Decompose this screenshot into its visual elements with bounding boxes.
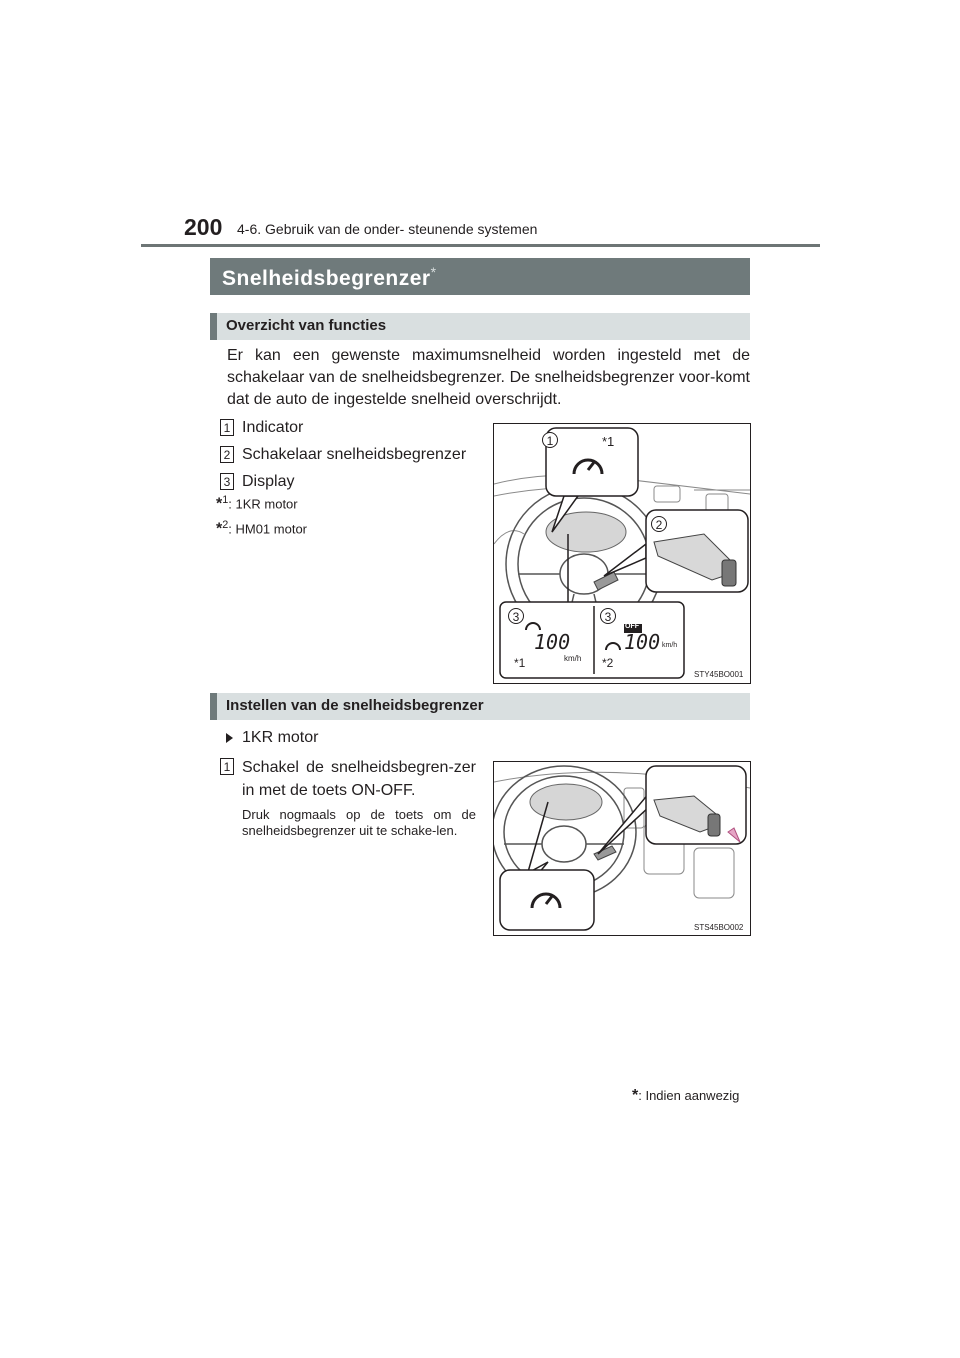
item-number-1: 1 [220,419,234,436]
overview-heading: Overzicht van functies [226,317,387,334]
item-number-2: 2 [220,446,234,463]
step-number-1: 1 [220,758,234,775]
step-text: Schakel de snelheidsbegren-zer in met de toets ON-OFF. [242,759,476,799]
display-label-2: *2 [602,656,614,670]
item-label-switch: Schakelaar snelheidsbegrenzer [242,446,467,463]
overview-figure [493,423,751,684]
overview-illustration [494,424,750,683]
note-star: * [216,520,223,538]
callout-1: 1 [542,432,558,448]
figure-code: STS45BO002 [694,923,744,932]
variant-label: 1KR motor [242,729,319,746]
callout-3a: 3 [508,608,524,624]
note-sup: 2 [222,519,229,531]
off-badge: OFF [625,623,639,630]
footnote-star: * [632,1087,639,1104]
display-label-1: *1 [514,656,526,670]
engine-note-1 [216,494,298,513]
callout-star-label: *1 [602,434,615,449]
section-title-bar [210,258,750,295]
header-rule [141,244,820,247]
chapter-title: 4-6. Gebruik van de onder- steunende systemen [237,221,538,237]
item-label-indicator: Indicator [242,419,304,436]
setting-figure [493,761,751,936]
callout-3b: 3 [600,608,616,624]
engine-note-2 [216,519,307,538]
overview-intro: Er kan een gewenste maximumsnelheid worden ingesteld met de schakelaar van de snelheidsbegrenzer. De snelheidsbegrenzer voor-komt dat de auto de ingestelde snelheid overschrijdt. [227,347,750,408]
setting-illustration [494,762,750,935]
note-text: : 1KR motor [228,496,298,512]
setting-heading-bar [210,693,750,720]
item-number-3: 3 [220,473,234,490]
overview-heading-bar [210,313,750,340]
section-title-text: Snelheidsbegrenzer [222,267,431,290]
section-title-mark: * [430,264,437,280]
speed-value-2: 100 [624,630,661,654]
page-number: 200 [184,214,223,240]
footnote [632,1087,739,1105]
bullet-arrow-icon [226,733,233,743]
section-title [222,264,437,291]
note-star: * [216,495,223,513]
figure-code: STY45BO001 [694,670,744,679]
speed-unit-1: km/h [564,654,582,663]
callout-2: 2 [651,516,667,532]
note-text: : HM01 motor [228,521,308,537]
speed-value-1: 100 [534,630,571,654]
speed-unit-2: km/h [662,642,678,649]
note-sup: 1 [222,494,229,506]
footnote-text: : Indien aanwezig [638,1088,740,1103]
setting-heading: Instellen van de snelheidsbegrenzer [226,697,484,714]
item-label-display: Display [242,473,295,490]
step-note: Druk nogmaals op de toets om de snelheidsbegrenzer uit te schake-len. [242,807,476,838]
